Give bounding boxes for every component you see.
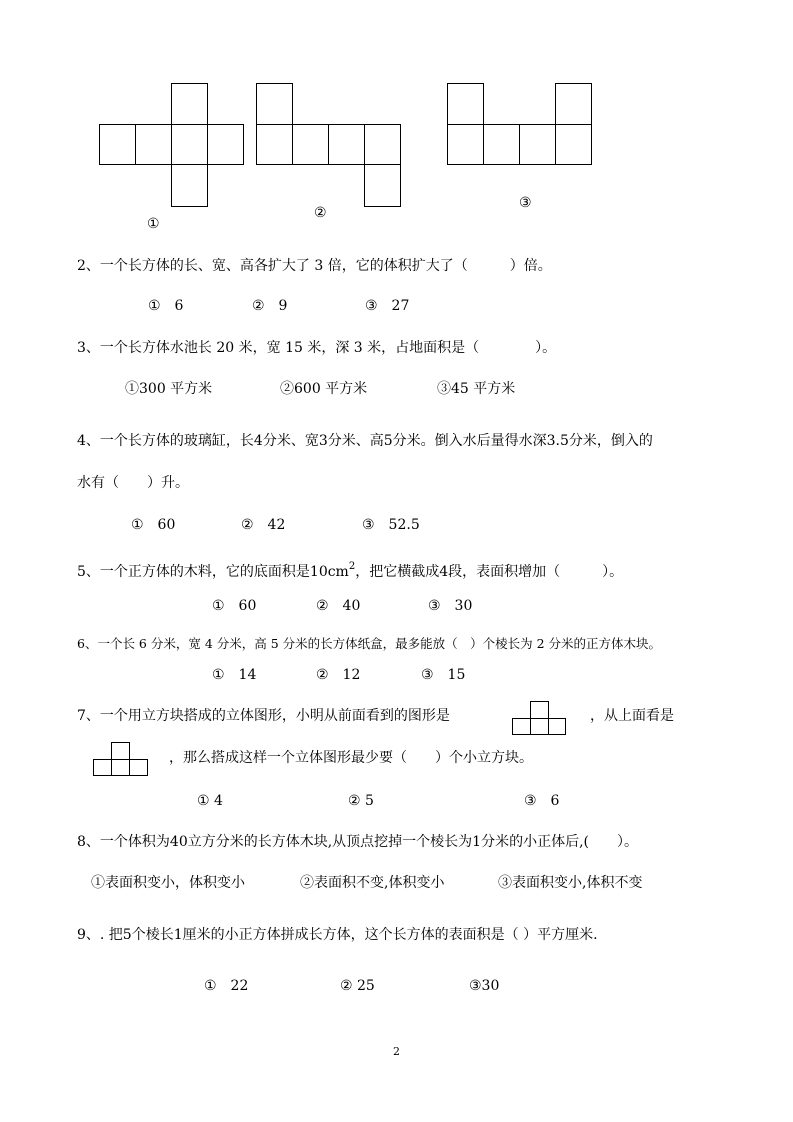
view-cell <box>93 759 112 776</box>
question-3: 3、一个长方体水池长 20 米，宽 15 米，深 3 米，占地面积是（ ）。 <box>77 340 557 356</box>
net-cell <box>292 124 329 165</box>
view-cell <box>129 759 148 776</box>
front-view-figure <box>512 701 566 735</box>
page-number: 2 <box>393 1045 400 1058</box>
view-cell <box>548 718 566 735</box>
question-6: 6、一个长 6 分米，宽 4 分米，高 5 分米的长方体纸盒，最多能放（ ）个棱长为 2 分米的正方体木块。 <box>77 636 662 651</box>
view-cell <box>512 718 531 735</box>
net-1-label: ① <box>147 216 160 232</box>
top-view-figure <box>93 742 148 776</box>
q8-option-1: ①表面积变小，体积变小 <box>91 875 245 891</box>
net-cell <box>135 124 172 165</box>
net-cell <box>447 83 484 125</box>
net-cell <box>555 83 592 125</box>
question-8: 8、一个体积为40立方分米的长方体木块,从顶点挖掉一个棱长为1分米的小正体后,( ）。 <box>77 834 638 850</box>
q4-option-1: ① 60 <box>131 517 176 533</box>
net-cell <box>364 164 401 207</box>
net-cell <box>171 164 208 207</box>
q5-option-3: ③ 30 <box>428 598 473 614</box>
q8-option-2: ②表面积不变,体积变小 <box>300 875 445 891</box>
net-cell <box>519 124 556 165</box>
question-7-part-2: ，从上面看是 <box>590 708 674 724</box>
net-cell <box>447 124 484 165</box>
question-4-line-2: 水有（ ）升。 <box>77 475 189 491</box>
net-cell <box>99 124 136 165</box>
q5-option-1: ① 60 <box>212 598 257 614</box>
cube-net-3 <box>447 83 592 165</box>
q4-option-2: ② 42 <box>241 517 286 533</box>
q3-option-2: ②600 平方米 <box>280 381 368 397</box>
question-9: 9、. 把5个棱长1厘米的小正方体拼成长方体，这个长方体的表面积是（ ）平方厘米. <box>77 927 598 943</box>
q5-option-2: ② 40 <box>316 598 361 614</box>
q2-option-2: ② 9 <box>252 298 288 314</box>
net-cell <box>256 83 293 125</box>
net-2-label: ② <box>314 205 327 221</box>
q9-option-3: ③30 <box>469 978 500 994</box>
net-cell <box>207 124 244 165</box>
net-cell <box>328 124 365 165</box>
q7-option-3: ③ 6 <box>524 793 560 809</box>
q6-option-1: ① 14 <box>212 667 257 683</box>
q5-text-after: ，把它横截成4段，表面积增加（ ）。 <box>355 564 624 580</box>
cube-net-1 <box>99 83 244 207</box>
question-5 <box>77 558 623 581</box>
net-cell <box>171 124 208 165</box>
net-cell <box>483 124 520 165</box>
q9-option-1: ① 22 <box>204 978 249 994</box>
q5-text-before: 5、一个正方体的木料，它的底面积是10cm <box>77 564 349 580</box>
q2-option-3: ③ 27 <box>365 298 410 314</box>
q8-option-3: ③表面积变小,体积不变 <box>498 875 643 891</box>
question-7-part-1: 7、一个用立方块搭成的立体图形，小明从前面看到的图形是 <box>77 708 450 724</box>
net-cell <box>364 124 401 165</box>
q2-option-1: ① 6 <box>148 298 184 314</box>
view-cell <box>111 742 130 760</box>
q4-option-3: ③ 52.5 <box>362 517 420 533</box>
net-3-label: ③ <box>519 195 532 211</box>
cube-net-2 <box>256 83 401 207</box>
net-cell <box>256 124 293 165</box>
view-cell <box>111 759 130 776</box>
q7-option-1: ① 4 <box>197 793 223 809</box>
net-cell <box>171 83 208 125</box>
q6-option-2: ② 12 <box>316 667 361 683</box>
view-cell <box>530 701 549 719</box>
q3-option-3: ③45 平方米 <box>437 381 516 397</box>
q7-option-2: ② 5 <box>348 793 374 809</box>
question-7-line-2: ，那么搭成这样一个立体图形最少要（ ）个小立方块。 <box>169 750 533 766</box>
question-2: 2、一个长方体的长、宽、高各扩大了 3 倍，它的体积扩大了（ ）倍。 <box>77 258 552 274</box>
net-cell <box>555 124 592 165</box>
q9-option-2: ② 25 <box>340 978 375 994</box>
view-cell <box>530 718 549 735</box>
q3-option-1: ①300 平方米 <box>125 381 213 397</box>
q6-option-3: ③ 15 <box>421 667 466 683</box>
question-4-line-1: 4、一个长方体的玻璃缸，长4分米、宽3分米、高5分米。倒入水后量得水深3.5分米，倒入的 <box>77 433 653 449</box>
q5-superscript: 2 <box>348 561 356 572</box>
